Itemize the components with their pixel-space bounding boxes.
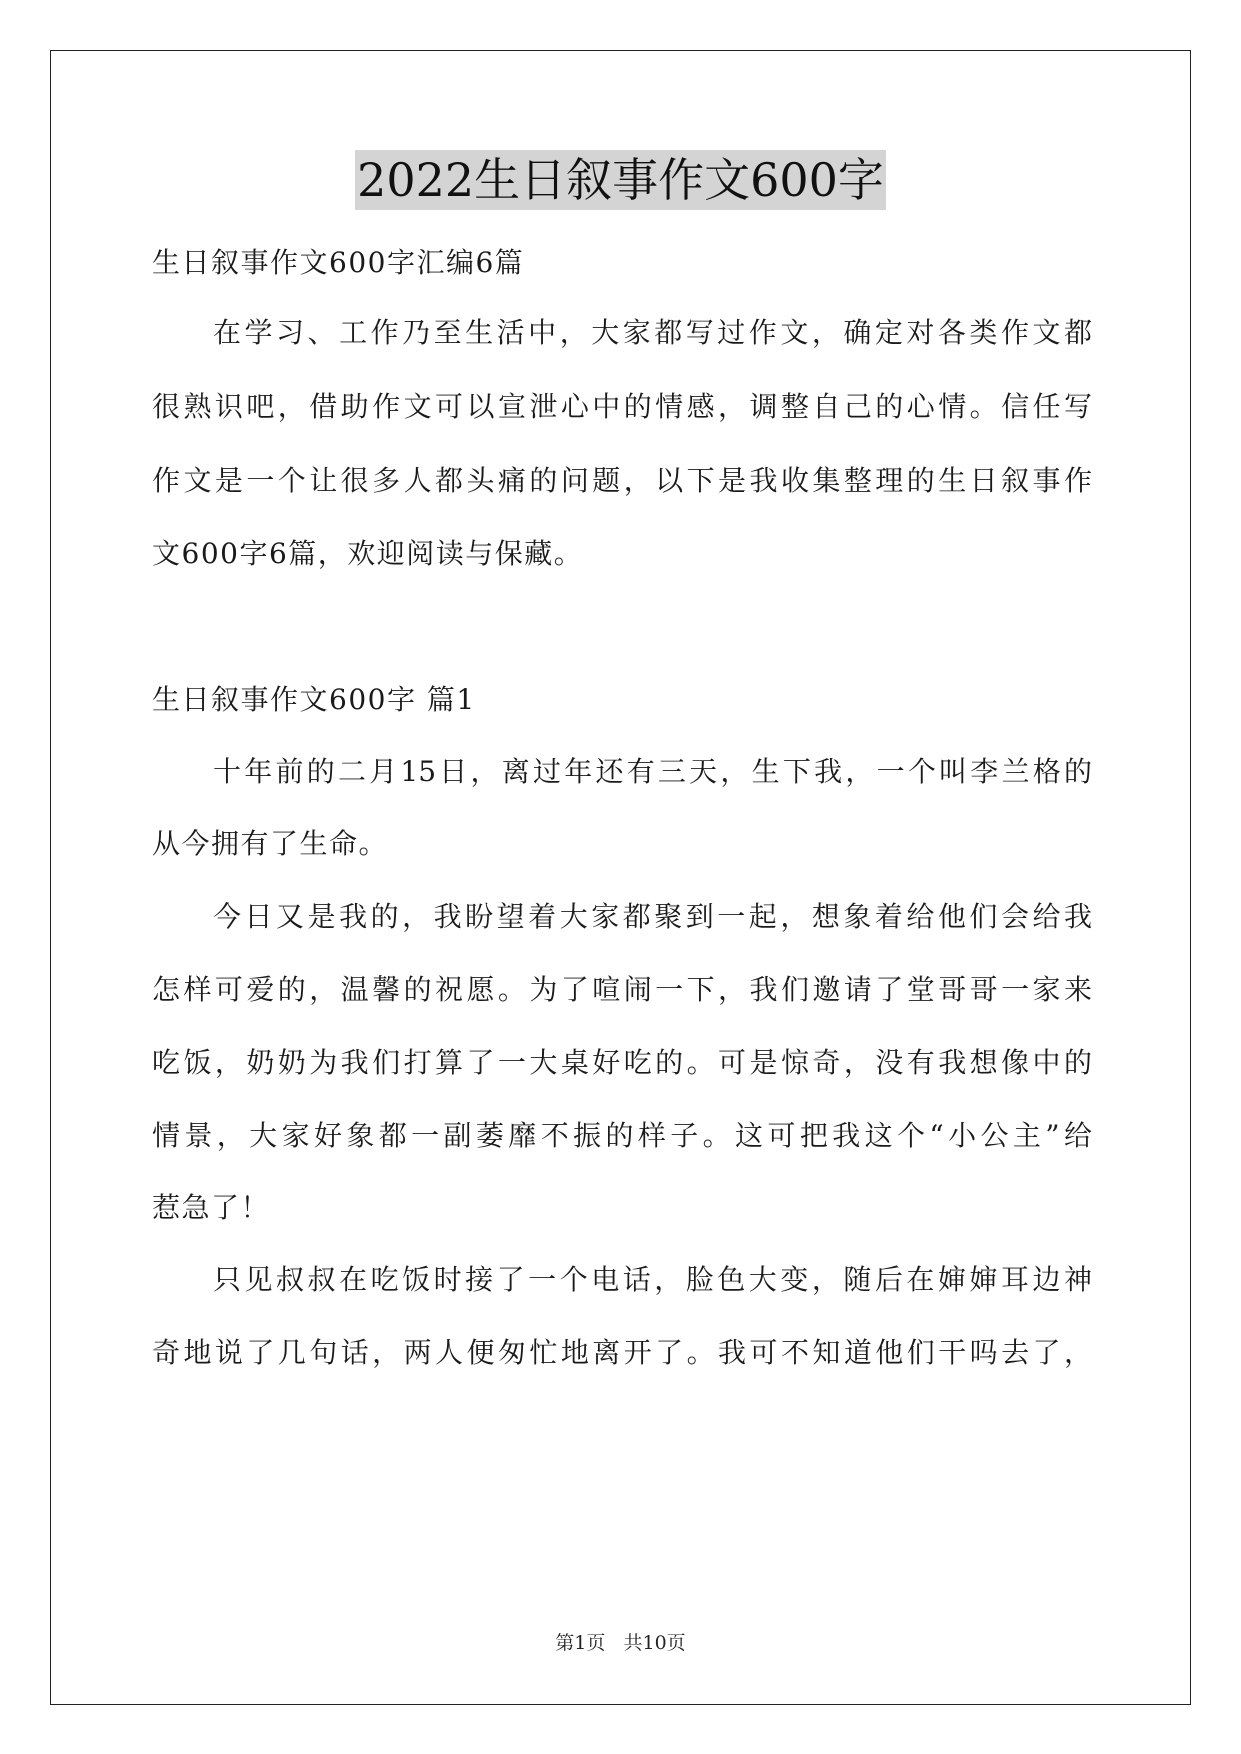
intro-line: 作文是一个让很多人都头痛的问题，以下是我收集整理的生日叙事作	[152, 464, 1092, 497]
document-title: 2022生日叙事作文600字	[355, 150, 886, 210]
section-heading: 生日叙事作文600字 篇1	[152, 683, 476, 716]
paragraph-line: 情景，大家好象都一副萎靡不振的样子。这可把我这个“小公主”给	[152, 1119, 1092, 1152]
page-number-label: 第1页 共10页	[555, 1632, 686, 1654]
paragraph-line: 从今拥有了生命。	[152, 827, 389, 860]
paragraph-line: 十年前的二月15日，离过年还有三天，生下我，一个叫李兰格的	[213, 755, 1092, 788]
paragraph-line: 只见叔叔在吃饭时接了一个电话，脸色大变，随后在婶婶耳边神	[213, 1263, 1092, 1296]
title-wrap	[0, 150, 1241, 210]
intro-line: 在学习、工作乃至生活中，大家都写过作文，确定对各类作文都	[213, 316, 1092, 349]
document-subtitle: 生日叙事作文600字汇编6篇	[152, 246, 525, 279]
page-footer	[0, 1630, 1241, 1656]
page-border	[50, 50, 1191, 1705]
paragraph-line: 吃饭，奶奶为我们打算了一大桌好吃的。可是惊奇，没有我想像中的	[152, 1046, 1092, 1079]
paragraph-line: 怎样可爱的，温馨的祝愿。为了喧闹一下，我们邀请了堂哥哥一家来	[152, 973, 1092, 1006]
paragraph-line: 奇地说了几句话，两人便匆忙地离开了。我可不知道他们干吗去了，	[152, 1336, 1092, 1369]
intro-line: 很熟识吧，借助作文可以宣泄心中的情感，调整自己的心情。信任写	[152, 390, 1092, 423]
paragraph-line: 今日又是我的，我盼望着大家都聚到一起，想象着给他们会给我	[213, 900, 1092, 933]
intro-line: 文600字6篇，欢迎阅读与保藏。	[152, 537, 584, 570]
paragraph-line: 惹急了！	[152, 1191, 271, 1224]
